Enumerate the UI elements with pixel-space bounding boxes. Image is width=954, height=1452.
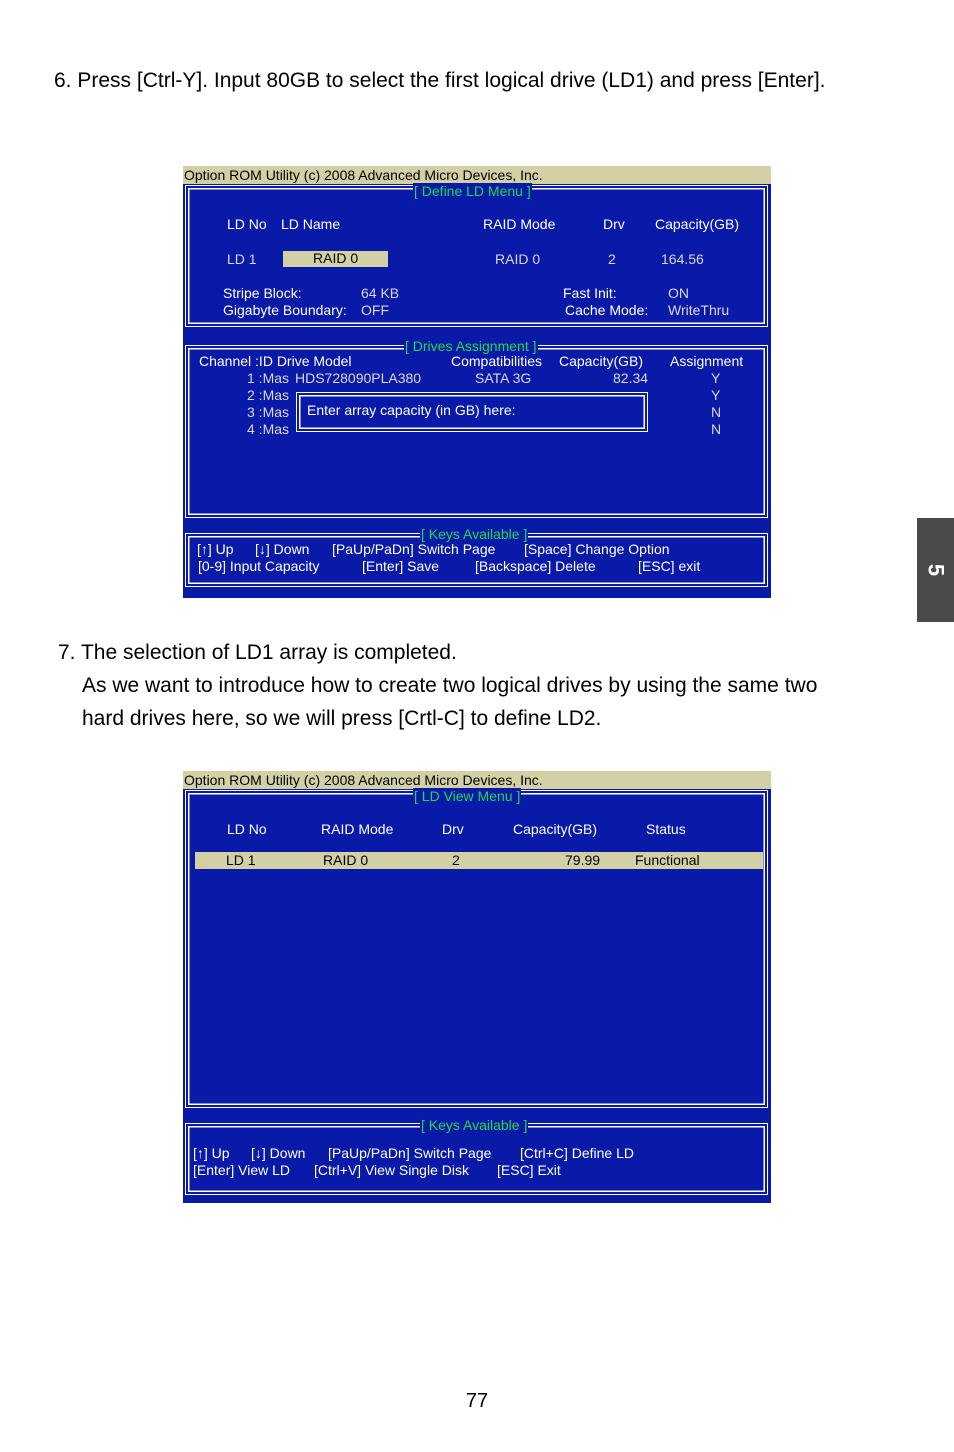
key-down: [↓] Down	[255, 541, 310, 557]
capacity-input-prompt: Enter array capacity (in GB) here:	[307, 402, 516, 418]
fast-init-label: Fast Init:	[563, 285, 617, 301]
drive-1-assign[interactable]: Y	[711, 370, 721, 386]
col-drv: Drv	[603, 216, 625, 232]
ld-row-number: LD 1	[226, 852, 256, 868]
ld-view-screen	[183, 771, 771, 1203]
capacity-value: 164.56	[661, 251, 704, 267]
col-ld-name: LD Name	[281, 216, 341, 232]
ld-view-title: [ LD View Menu ]	[414, 788, 521, 804]
gigabyte-boundary-label: Gigabyte Boundary:	[223, 302, 347, 318]
ld-row-drv: 2	[452, 852, 460, 868]
key-down: [↓] Down	[251, 1145, 306, 1161]
define-ld-screen	[183, 166, 771, 598]
col-channel-id-model: Channel :ID Drive Model	[199, 353, 352, 369]
key-switch-page: [PaUp/PaDn] Switch Page	[332, 541, 496, 557]
col-capacity: Capacity(GB)	[513, 821, 598, 837]
key-exit: [ESC] Exit	[497, 1162, 561, 1178]
keys-title: [ Keys Available ]	[421, 526, 528, 542]
key-view-single-disk: [Ctrl+V] View Single Disk	[314, 1162, 469, 1178]
drive-1-model: HDS728090PLA380	[295, 370, 422, 386]
stripe-block-value[interactable]: 64 KB	[361, 285, 400, 301]
drive-1-capacity: 82.34	[613, 370, 649, 386]
col-raid-mode: RAID Mode	[321, 821, 394, 837]
drv-value: 2	[608, 251, 616, 267]
step-7-line-2: As we want to introduce how to create two logical drives by using the same two	[82, 674, 818, 697]
drive-4-id: 4 :Mas	[247, 421, 290, 437]
col-drive-capacity: Capacity(GB)	[559, 353, 644, 369]
key-define-ld: [Ctrl+C] Define LD	[520, 1145, 634, 1161]
col-status: Status	[646, 821, 686, 837]
key-up: [↑] Up	[193, 1145, 230, 1161]
utility-header: Option ROM Utility (c) 2008 Advanced Micro Devices, Inc.	[183, 771, 771, 789]
step-7-line-1: 7. The selection of LD1 array is completed.	[58, 641, 457, 664]
keys-title: [ Keys Available ]	[421, 1117, 528, 1133]
drive-4-assign[interactable]: N	[711, 421, 722, 437]
col-drv: Drv	[442, 821, 464, 837]
key-exit: [ESC] exit	[638, 558, 701, 574]
col-ld-no: LD No	[227, 821, 267, 837]
drive-1-compat: SATA 3G	[475, 370, 532, 386]
ld-name-value: RAID 0	[313, 250, 359, 266]
col-compatibilities: Compatibilities	[451, 353, 543, 369]
step-6-text: 6. Press [Ctrl-Y]. Input 80GB to select the first logical drive (LD1) and press [Enter].	[54, 69, 826, 92]
key-input-capacity: [0-9] Input Capacity	[198, 558, 320, 574]
chapter-number: 5	[923, 563, 949, 577]
raid-mode-value: RAID 0	[495, 251, 541, 267]
col-assignment: Assignment	[670, 353, 744, 369]
ld-row-raid: RAID 0	[323, 852, 369, 868]
key-switch-page: [PaUp/PaDn] Switch Page	[328, 1145, 492, 1161]
ld-row-status: Functional	[635, 852, 700, 868]
drive-2-id: 2 :Mas	[247, 387, 290, 403]
page-number: 77	[465, 1390, 489, 1412]
fast-init-value[interactable]: ON	[668, 285, 689, 301]
key-change-option: [Space] Change Option	[524, 541, 670, 557]
drive-3-id: 3 :Mas	[247, 404, 290, 420]
col-raid-mode: RAID Mode	[483, 216, 556, 232]
key-up: [↑] Up	[197, 541, 234, 557]
cache-mode-value[interactable]: WriteThru	[668, 302, 730, 318]
chapter-tab	[917, 518, 954, 622]
utility-header: Option ROM Utility (c) 2008 Advanced Micro Devices, Inc.	[183, 166, 771, 184]
drive-1-id: 1 :Mas	[247, 370, 290, 386]
cache-mode-label: Cache Mode:	[565, 302, 649, 318]
drives-assignment-title: [ Drives Assignment ]	[405, 338, 537, 354]
key-save: [Enter] Save	[362, 558, 440, 574]
col-capacity: Capacity(GB)	[655, 216, 740, 232]
ld-row-capacity: 79.99	[565, 852, 601, 868]
gigabyte-boundary-value[interactable]: OFF	[361, 302, 389, 318]
ld-number: LD 1	[227, 251, 257, 267]
define-ld-title: [ Define LD Menu ]	[414, 183, 531, 199]
drive-3-assign[interactable]: N	[711, 404, 722, 420]
key-view-ld: [Enter] View LD	[193, 1162, 291, 1178]
step-7-line-3: hard drives here, so we will press [Crtl-C] to define LD2.	[82, 707, 602, 730]
drive-2-assign[interactable]: Y	[711, 387, 721, 403]
key-delete: [Backspace] Delete	[475, 558, 596, 574]
col-ld-no: LD No	[227, 216, 267, 232]
stripe-block-label: Stripe Block:	[223, 285, 302, 301]
